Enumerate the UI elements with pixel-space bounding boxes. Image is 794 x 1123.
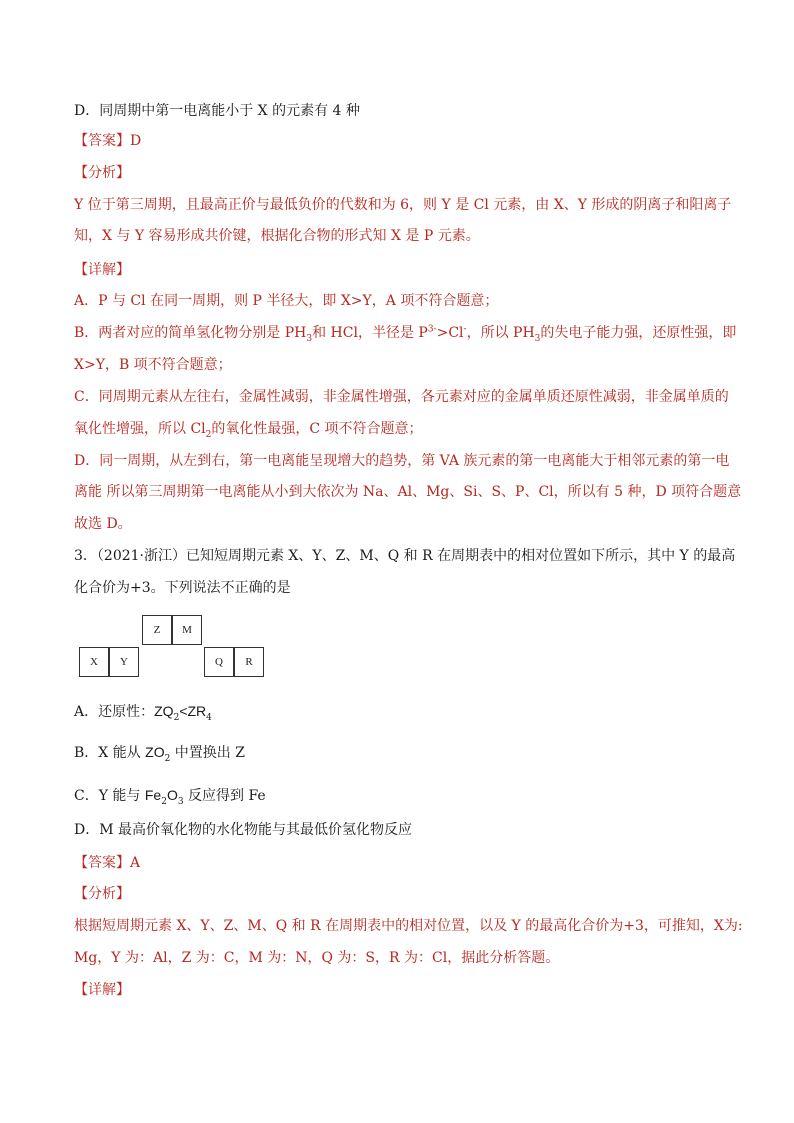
opt-c-fe: Fe — [144, 787, 162, 803]
opt-c-sub2: 3 — [177, 796, 184, 807]
analysis-label-prev: 【分析】 — [74, 165, 130, 181]
detail-c-line-1: C．同周期元素从左往右，金属性减弱，非金属性增强，各元素对应的金属单质还原性减弱，非金属单质的 — [74, 389, 729, 405]
opt-a-sub: 2 — [173, 712, 180, 723]
analysis-label: 【分析】 — [74, 886, 130, 902]
cell-x: X — [79, 647, 109, 677]
opt-b-rest: 中置换出 Z — [170, 745, 245, 761]
opt-c-label: C．Y 能与 — [74, 788, 145, 804]
c-text-2: 的氧化性最强，C 项不符合题意； — [211, 421, 423, 437]
detail-a-line: A．P 与 Cl 在同一周期，则 P 半径大，即 X>Y，A 项不符合题意； — [74, 293, 499, 309]
opt-a-zr: <ZR — [179, 703, 207, 719]
analysis-line-2: 知，X 与 Y 容易形成共价键，根据化合物的形式知 X 是 P 元素。 — [74, 228, 480, 244]
answer-label: 【答案】A — [74, 855, 141, 871]
b-text-1: B．两者对应的简单氢化物分别是 PH — [74, 325, 307, 341]
detail-label-prev: 【详解】 — [74, 262, 130, 278]
b-text-4: ，所以 PH — [466, 325, 535, 341]
option-b — [74, 742, 245, 763]
b-sub-3b: 3 — [534, 333, 541, 344]
opt-a-label: A．还原性： — [74, 704, 155, 720]
cell-q: Q — [204, 647, 234, 677]
b-sup-minus: - — [463, 324, 467, 335]
q3-analysis-line-2: Mg，Y 为：Al，Z 为：C，M 为：N，Q 为：S，R 为：Cl，据此分析答题。 — [74, 950, 560, 966]
b-text-3: >Cl — [436, 325, 464, 341]
answer-label-prev: 【答案】D — [74, 133, 142, 149]
opt-b-sub: 2 — [164, 753, 171, 764]
option-a — [74, 701, 212, 722]
cell-y: Y — [109, 647, 139, 677]
opt-c-rest: 反应得到 Fe — [183, 788, 266, 804]
b-sub-3: 3 — [306, 333, 313, 344]
question-3-stem-line-1: 3．（2021·浙江）已知短周期元素 X、Y、Z、M、Q 和 R 在周期表中的相对位置如下所示，其中 Y 的最高 — [74, 548, 736, 564]
opt-b-zo: ZO — [145, 744, 165, 760]
opt-a-zq: ZQ — [154, 703, 174, 719]
opt-a-sub2: 4 — [206, 712, 212, 723]
detail-d-line-1: D．同一周期，从左到右，第一电离能呈现增大的趋势，第 VA 族元素的第一电离能大于相邻元素的第一电 — [74, 453, 730, 469]
cell-z: Z — [142, 615, 172, 645]
opt-c-sub1: 2 — [161, 796, 167, 807]
option-c — [74, 785, 266, 806]
periodic-table-fragment — [78, 615, 268, 679]
cell-m: M — [172, 615, 202, 645]
option-d-prev: D．同周期中第一电离能小于 X 的元素有 4 种 — [74, 103, 360, 119]
detail-label: 【详解】 — [74, 982, 130, 998]
b-text-5: 的失电子能力强，还原性强，即 — [540, 325, 737, 341]
conclusion-prev: 故选 D。 — [74, 516, 132, 532]
opt-c-o: O — [166, 787, 178, 803]
q3-analysis-line-1: 根据短周期元素 X、Y、Z、M、Q 和 R 在周期表中的相对位置，以及 Y 的最高化合价为+3，可推知，X为: — [74, 918, 743, 934]
detail-b-line-1 — [74, 323, 736, 343]
detail-d-line-2: 离能 所以第三周期第一电离能从小到大依次为 Na、Al、Mg、Si、S、P、Cl，所以有 5 种，D 项符合题意 — [74, 484, 742, 500]
question-3-stem-line-2: 化合价为+3。下列说法不正确的是 — [74, 580, 291, 596]
option-d: D．M 最高价氧化物的水化物能与其最低价氢化物反应 — [74, 822, 413, 838]
detail-b-line-2: X>Y，B 项不符合题意； — [74, 357, 232, 373]
detail-c-line-2 — [74, 419, 423, 439]
opt-b-label: B．X 能从 — [74, 745, 146, 761]
b-sup-3minus: 3- — [427, 324, 437, 335]
b-text-2: 和 HCl，半径是 P — [312, 325, 428, 341]
c-text-1: 氧化性增强，所以 Cl — [74, 421, 206, 437]
analysis-line-1: Y 位于第三周期，且最高正价与最低负价的代数和为 6，则 Y 是 Cl 元素，由 X、Y 形成的阴离子和阳离子 — [74, 197, 732, 213]
cell-r: R — [234, 647, 264, 677]
c-sub-2: 2 — [205, 429, 212, 440]
